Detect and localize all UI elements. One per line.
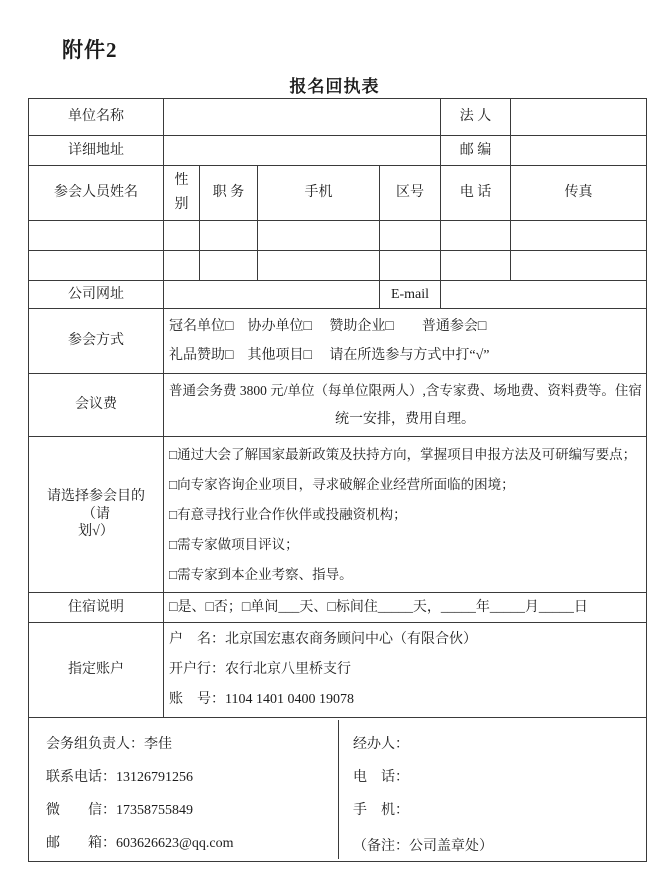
accommodation-label: 住宿说明: [29, 593, 164, 623]
purpose-option-2: □向专家咨询企业项目，寻求破解企业经营所面临的困境；: [169, 476, 515, 492]
gender-header-bottom: 别: [174, 197, 189, 212]
attendee2-phone: [441, 251, 511, 281]
participation-line2: 礼品赞助□ 其他项目□ 请在所选参与方式中打“√”: [169, 348, 490, 363]
attendee2-position: [200, 251, 258, 281]
participation-line1: 冠名单位□ 协办单位□ 赞助企业□ 普通参会□: [169, 319, 487, 334]
organizer-wechat: 微 信：17358755849: [46, 803, 193, 818]
row-account: [29, 623, 647, 718]
handler-phone-label: 电 话：: [353, 770, 409, 785]
account-label: 指定账户: [29, 623, 164, 718]
handler-label: 经办人：: [353, 737, 409, 752]
row-attendee-1: [29, 221, 647, 251]
postcode-label: 邮 编: [441, 136, 511, 166]
phone-header: 电 话: [441, 166, 511, 221]
fee-label: 会议费: [29, 374, 164, 437]
attendee1-area-code: [380, 221, 441, 251]
fee-line2: 统一安排，费用自理。: [335, 412, 475, 427]
purpose-label-line2: 划√）: [78, 524, 114, 540]
attendee2-area-code: [380, 251, 441, 281]
attendee2-fax: [511, 251, 647, 281]
attendee2-gender: [164, 251, 200, 281]
purpose-option-5: □需专家到本企业考察、指导。: [169, 566, 353, 582]
row-attendee-2: [29, 251, 647, 281]
row-fee: [29, 374, 647, 437]
row-unit-name: [29, 99, 647, 136]
row-accommodation: [29, 593, 647, 623]
account-number: 账 号：1104 1401 0400 19078: [169, 692, 354, 707]
attendee2-name: [29, 251, 164, 281]
purpose-label: [29, 437, 164, 593]
registration-form-table: [28, 98, 647, 862]
legal-person-value: [511, 99, 647, 136]
legal-person-label: 法 人: [441, 99, 511, 136]
purpose-options: [164, 437, 647, 593]
email-value: [441, 281, 647, 309]
website-label: 公司网址: [29, 281, 164, 309]
postcode-value: [511, 136, 647, 166]
organizer-contact-block: [34, 720, 339, 859]
attendee1-phone: [441, 221, 511, 251]
fee-line1: 普通会务费 3800 元/单位（每单位限两人）,含专家费、场地费、资料费等。住宿: [169, 383, 642, 398]
attendee1-name: [29, 221, 164, 251]
attendee-name-header: 参会人员姓名: [29, 166, 164, 221]
unit-name-value: [164, 99, 441, 136]
attendee2-mobile: [258, 251, 380, 281]
participation-label: 参会方式: [29, 309, 164, 374]
address-value: [164, 136, 441, 166]
organizer-phone: 联系电话：13126791256: [46, 770, 193, 785]
website-value: [164, 281, 380, 309]
purpose-option-1: □通过大会了解国家最新政策及扶持方向，掌握项目申报方法及可研编写要点；: [169, 446, 637, 462]
footer-wrap: [34, 720, 641, 859]
purpose-option-4: □需专家做项目评议；: [169, 536, 299, 552]
gender-header: [164, 166, 200, 221]
unit-name-label: 单位名称: [29, 99, 164, 136]
area-code-header: 区号: [380, 166, 441, 221]
accommodation-text-cell: [164, 593, 647, 623]
attendee1-position: [200, 221, 258, 251]
gender-header-top: 性: [174, 173, 189, 188]
purpose-label-line1: 请选择参会目的（请: [47, 489, 145, 522]
row-participation: [29, 309, 647, 374]
row-purpose: [29, 437, 647, 593]
attachment-label: 附件2: [62, 38, 118, 62]
company-stamp-note: （备注：公司盖章处）: [353, 839, 493, 854]
attendee1-mobile: [258, 221, 380, 251]
row-attendee-header: [29, 166, 647, 221]
account-details: [164, 623, 647, 718]
account-bank: 开户行：农行北京八里桥支行: [169, 662, 351, 677]
account-holder-name: 户 名：北京国宏惠农商务顾问中心（有限合伙）: [169, 632, 477, 647]
attendee1-gender: [164, 221, 200, 251]
fax-header: 传真: [511, 166, 647, 221]
applicant-contact-block: [339, 720, 641, 859]
handler-mobile-label: 手 机：: [353, 803, 409, 818]
accommodation-text: □是、□否；□单间___天、□标间住_____天，_____年_____月_____日: [169, 599, 588, 615]
mobile-header: 手机: [258, 166, 380, 221]
email-label: E-mail: [380, 281, 441, 309]
attendee1-fax: [511, 221, 647, 251]
row-address: [29, 136, 647, 166]
purpose-option-3: □有意寻找行业合作伙伴或投融资机构；: [169, 506, 407, 522]
position-header: 职 务: [200, 166, 258, 221]
fee-text: [164, 374, 647, 437]
footer-section: [29, 718, 647, 862]
row-footer: [29, 718, 647, 862]
page-title: 报名回执表: [289, 77, 380, 96]
organizer-name: 会务组负责人：李佳: [46, 737, 172, 752]
participation-options: [164, 309, 647, 374]
organizer-email: 邮 箱：603626623@qq.com: [46, 836, 234, 851]
address-label: 详细地址: [29, 136, 164, 166]
row-website: [29, 281, 647, 309]
